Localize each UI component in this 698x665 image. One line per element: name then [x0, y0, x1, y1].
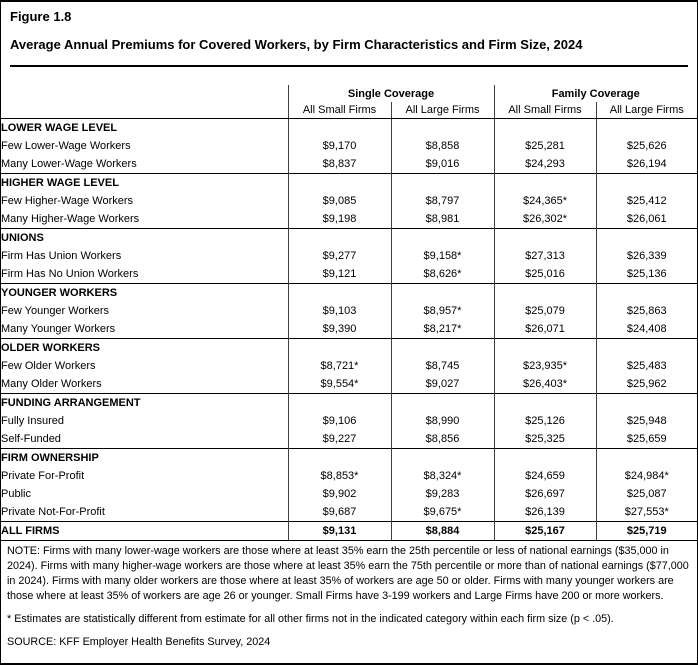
subheader-single-small-firms: All Small Firms	[288, 102, 391, 119]
data-row	[1, 485, 697, 503]
premium-cell: $25,167	[494, 522, 596, 541]
premium-cell: $9,106	[288, 412, 391, 430]
empty-cell	[596, 394, 697, 413]
empty-cell	[494, 449, 596, 468]
section-header-row	[1, 449, 697, 468]
premium-cell: $26,403*	[494, 375, 596, 394]
subheader-family-large-firms: All Large Firms	[596, 102, 697, 119]
premium-cell: $9,902	[288, 485, 391, 503]
empty-cell	[391, 339, 494, 358]
premium-cell: $25,962	[596, 375, 697, 394]
premium-cell: $9,170	[288, 137, 391, 155]
premium-cell: $24,365*	[494, 192, 596, 210]
column-group-row	[1, 85, 697, 102]
table-header	[1, 67, 697, 119]
empty-cell	[494, 174, 596, 193]
section-header-label: UNIONS	[1, 229, 288, 248]
empty-cell	[288, 449, 391, 468]
section-header-label: OLDER WORKERS	[1, 339, 288, 358]
empty-cell	[494, 339, 596, 358]
empty-cell	[288, 119, 391, 138]
empty-cell	[288, 339, 391, 358]
empty-cell	[391, 284, 494, 303]
empty-cell	[391, 174, 494, 193]
figure-title: Average Annual Premiums for Covered Workers, by Firm Characteristics and Firm Size, 2024	[10, 37, 583, 52]
premium-cell: $27,313	[494, 247, 596, 265]
premium-cell: $8,853*	[288, 467, 391, 485]
premium-cell: $25,087	[596, 485, 697, 503]
premium-cell: $8,981	[391, 210, 494, 229]
premium-cell: $8,745	[391, 357, 494, 375]
section-header-label: HIGHER WAGE LEVEL	[1, 174, 288, 193]
empty-cell	[288, 394, 391, 413]
data-row	[1, 210, 697, 229]
premium-cell: $25,483	[596, 357, 697, 375]
premium-cell: $23,935*	[494, 357, 596, 375]
empty-cell	[596, 229, 697, 248]
premium-cell: $9,131	[288, 522, 391, 541]
premium-cell: $26,302*	[494, 210, 596, 229]
premium-cell: $25,626	[596, 137, 697, 155]
header-spacer-row	[1, 67, 697, 85]
row-label: Private For-Profit	[1, 470, 85, 482]
subheader-family-small-firms: All Small Firms	[494, 102, 596, 119]
data-row	[1, 430, 697, 449]
premium-cell: $8,957*	[391, 302, 494, 320]
row-label: Few Higher-Wage Workers	[1, 195, 134, 207]
section-header-row	[1, 119, 697, 138]
premium-cell: $25,016	[494, 265, 596, 284]
premium-cell: $9,198	[288, 210, 391, 229]
notes-block	[1, 541, 697, 649]
row-label: Self-Funded	[1, 433, 61, 445]
premium-cell: $24,659	[494, 467, 596, 485]
data-row	[1, 412, 697, 430]
empty-cell	[391, 119, 494, 138]
row-label: Few Older Workers	[1, 360, 96, 372]
premium-cell: $9,227	[288, 430, 391, 449]
premium-cell: $26,194	[596, 155, 697, 174]
footnote-text: * Estimates are statistically different from estimate for all other firms not in the indicated category within each firm size (p < .05).	[7, 613, 614, 625]
section-header-row	[1, 229, 697, 248]
data-row	[1, 302, 697, 320]
column-subheader-row	[1, 102, 697, 119]
row-label: Firm Has No Union Workers	[1, 268, 139, 280]
premium-cell: $8,884	[391, 522, 494, 541]
all-firms-label: ALL FIRMS	[1, 522, 288, 541]
empty-corner-cell	[1, 85, 288, 102]
data-row	[1, 357, 697, 375]
spacer-cell	[1, 67, 697, 85]
premium-cell: $9,158*	[391, 247, 494, 265]
premium-cell: $8,837	[288, 155, 391, 174]
premium-cell: $8,990	[391, 412, 494, 430]
row-label: Many Lower-Wage Workers	[1, 158, 137, 170]
premium-cell: $26,697	[494, 485, 596, 503]
empty-cell	[596, 174, 697, 193]
premium-cell: $9,016	[391, 155, 494, 174]
data-row	[1, 155, 697, 174]
premium-cell: $27,553*	[596, 503, 697, 522]
row-label: Many Younger Workers	[1, 323, 116, 335]
row-label: Many Higher-Wage Workers	[1, 213, 140, 225]
premium-cell: $24,984*	[596, 467, 697, 485]
empty-cell	[391, 229, 494, 248]
premium-cell: $9,390	[288, 320, 391, 339]
premium-cell: $25,948	[596, 412, 697, 430]
premium-cell: $8,626*	[391, 265, 494, 284]
section-header-row	[1, 284, 697, 303]
row-label: Firm Has Union Workers	[1, 250, 122, 262]
premium-cell: $26,061	[596, 210, 697, 229]
section-header-label: FIRM OWNERSHIP	[1, 449, 288, 468]
row-label: Public	[1, 488, 31, 500]
row-label: Private Not-For-Profit	[1, 506, 105, 518]
column-group-single-coverage: Single Coverage	[288, 85, 494, 102]
empty-cell	[596, 449, 697, 468]
title-block	[1, 2, 697, 67]
premium-cell: $24,408	[596, 320, 697, 339]
subheader-single-large-firms: All Large Firms	[391, 102, 494, 119]
note-text: NOTE: Firms with many lower-wage workers are those where at least 35% earn the 25th percentile or less of national earnings ($35,000 in 2024). Firms with many higher-wage workers are those where at least 35% earn the 75th percentile or more than of national earnings ($77,000 in 2024). Firms with many older workers are those where at least 35% of workers are age 50 or older. Firms with many younger workers are those where at least 35% of workers are age 26 or younger. Small Firms have 3-199 workers and Large Firms have 200 or more workers.	[7, 545, 689, 602]
data-row	[1, 375, 697, 394]
data-row	[1, 265, 697, 284]
premium-cell: $9,283	[391, 485, 494, 503]
premium-cell: $26,071	[494, 320, 596, 339]
premium-cell: $25,863	[596, 302, 697, 320]
premiums-table	[1, 67, 697, 541]
row-label: Fully Insured	[1, 415, 64, 427]
empty-cell	[596, 119, 697, 138]
premium-cell: $9,027	[391, 375, 494, 394]
premium-cell: $9,121	[288, 265, 391, 284]
column-group-family-coverage: Family Coverage	[494, 85, 697, 102]
empty-cell	[288, 174, 391, 193]
data-row	[1, 192, 697, 210]
premium-cell: $9,277	[288, 247, 391, 265]
empty-cell	[391, 394, 494, 413]
premium-cell: $8,797	[391, 192, 494, 210]
premium-cell: $8,856	[391, 430, 494, 449]
data-row	[1, 247, 697, 265]
premium-cell: $9,675*	[391, 503, 494, 522]
premium-cell: $9,554*	[288, 375, 391, 394]
premium-cell: $24,293	[494, 155, 596, 174]
data-row	[1, 467, 697, 485]
empty-cell	[596, 339, 697, 358]
row-label: Few Younger Workers	[1, 305, 110, 317]
empty-cell	[494, 229, 596, 248]
section-header-row	[1, 174, 697, 193]
premium-cell: $26,139	[494, 503, 596, 522]
row-label: Few Lower-Wage Workers	[1, 140, 131, 152]
premium-cell: $8,858	[391, 137, 494, 155]
empty-cell	[494, 119, 596, 138]
premium-cell: $25,126	[494, 412, 596, 430]
empty-cell	[494, 284, 596, 303]
empty-cell	[288, 229, 391, 248]
premium-cell: $25,136	[596, 265, 697, 284]
empty-cell	[596, 284, 697, 303]
empty-cell	[494, 394, 596, 413]
data-row	[1, 320, 697, 339]
premium-cell: $25,325	[494, 430, 596, 449]
premium-cell: $9,085	[288, 192, 391, 210]
section-header-row	[1, 339, 697, 358]
premium-cell: $25,079	[494, 302, 596, 320]
section-header-label: YOUNGER WORKERS	[1, 284, 288, 303]
source-text: SOURCE: KFF Employer Health Benefits Survey, 2024	[7, 636, 271, 648]
premium-cell: $25,281	[494, 137, 596, 155]
data-row	[1, 137, 697, 155]
section-header-label: FUNDING ARRANGEMENT	[1, 394, 288, 413]
empty-cell	[391, 449, 494, 468]
premium-cell: $8,324*	[391, 467, 494, 485]
premium-cell: $25,659	[596, 430, 697, 449]
premium-cell: $8,721*	[288, 357, 391, 375]
premium-cell: $25,719	[596, 522, 697, 541]
premium-cell: $9,687	[288, 503, 391, 522]
table-body	[1, 119, 697, 541]
section-header-label: LOWER WAGE LEVEL	[1, 119, 288, 138]
empty-corner-cell	[1, 102, 288, 119]
figure-label: Figure 1.8	[10, 9, 72, 24]
premium-cell: $26,339	[596, 247, 697, 265]
row-label: Many Older Workers	[1, 378, 102, 390]
premium-cell: $8,217*	[391, 320, 494, 339]
premium-cell: $9,103	[288, 302, 391, 320]
empty-cell	[288, 284, 391, 303]
premium-cell: $25,412	[596, 192, 697, 210]
data-row	[1, 503, 697, 522]
all-firms-row	[1, 522, 697, 541]
section-header-row	[1, 394, 697, 413]
